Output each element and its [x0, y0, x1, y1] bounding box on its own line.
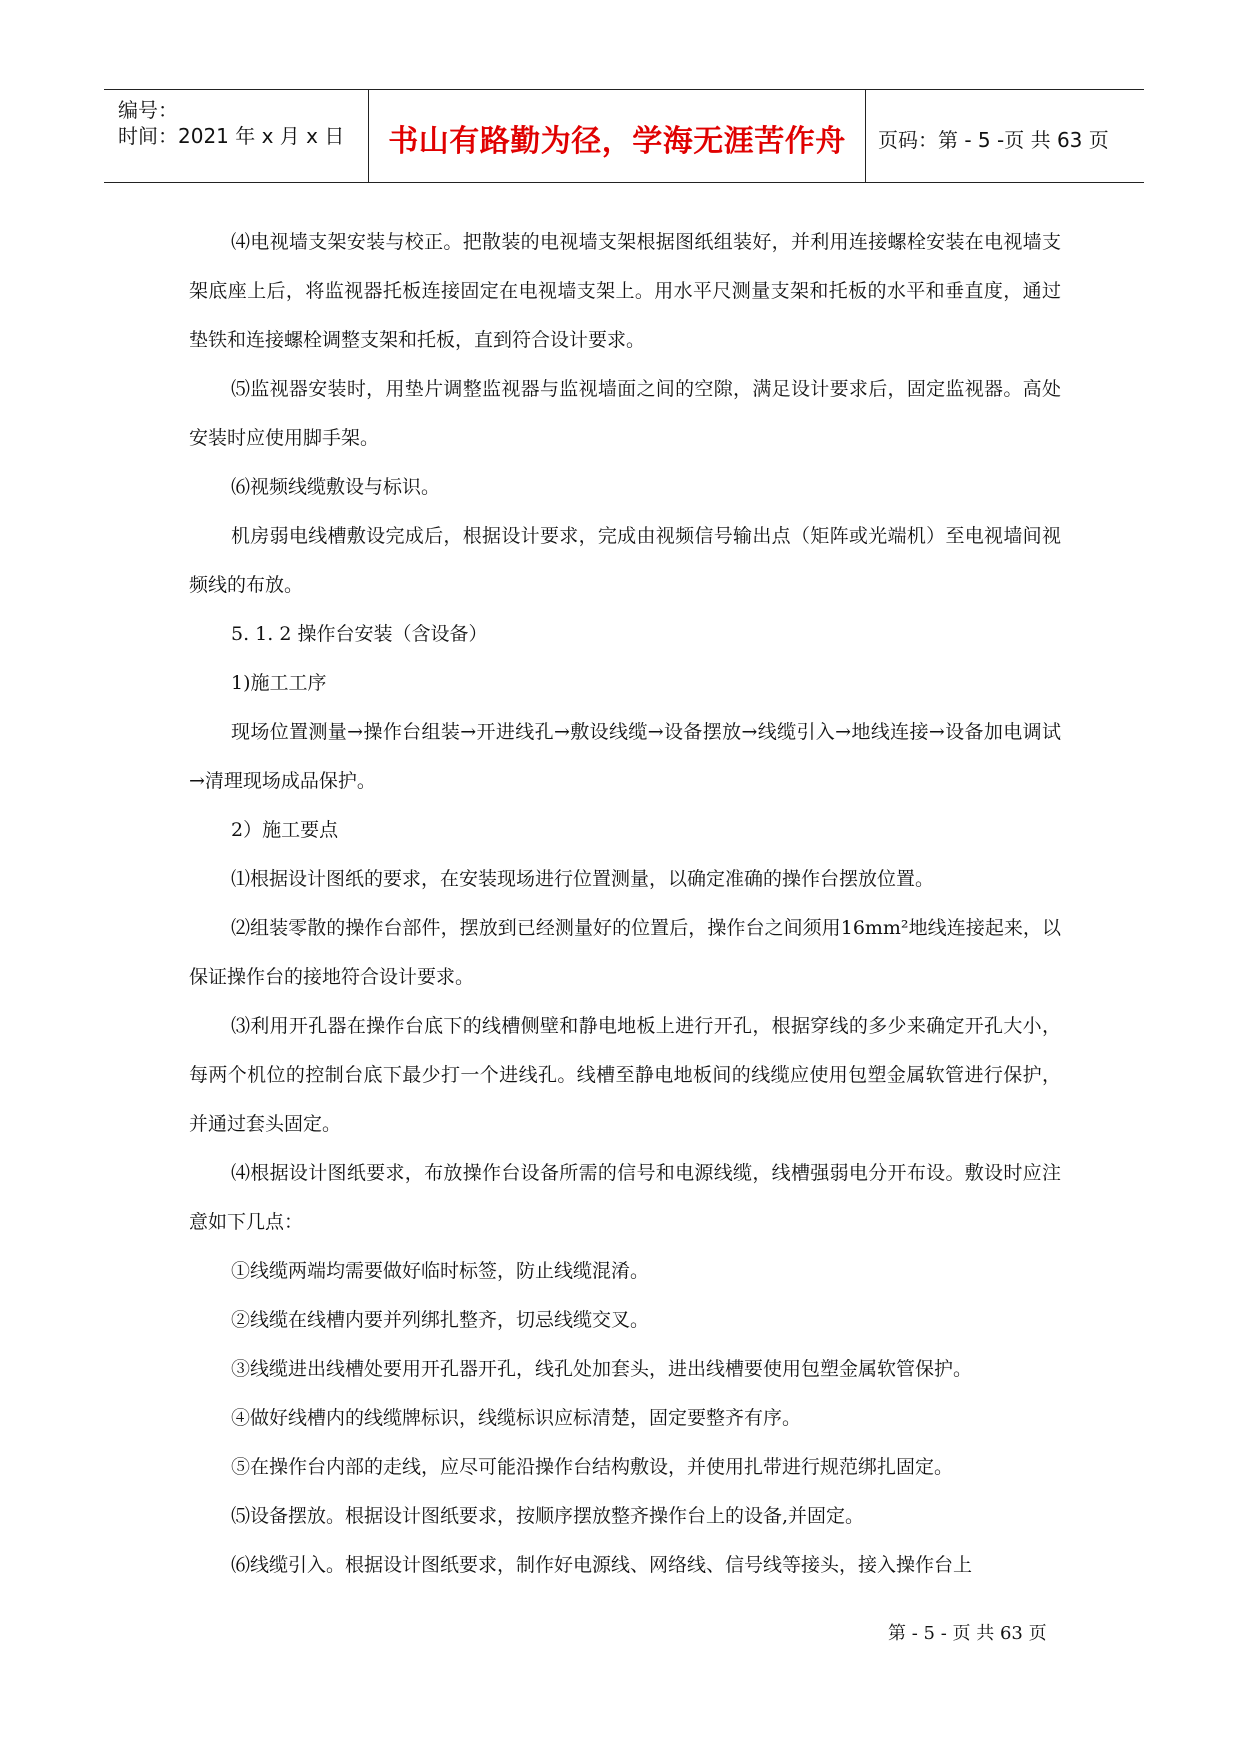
- list-item: ④做好线槽内的线缆牌标识，线缆标识应标清楚，固定要整齐有序。: [231, 1407, 802, 1429]
- list-item: ⑤在操作台内部的走线，应尽可能沿操作台结构敷设，并使用扎带进行规范绑扎固定。: [231, 1456, 954, 1478]
- paragraph: ⑸监视器安装时，用垫片调整监视器与监视墙面之间的空隙，满足设计要求后，固定监视器。高处安装时应使用脚手架。: [189, 378, 1061, 449]
- document-number-label: 编号：: [118, 98, 178, 122]
- document-header: [104, 89, 1144, 183]
- list-item: ③线缆进出线槽处要用开孔器开孔，线孔处加套头，进出线槽要使用包塑金属软管保护。: [231, 1358, 973, 1380]
- paragraph: 机房弱电线槽敷设完成后，根据设计要求，完成由视频信号输出点（矩阵或光端机）至电视墙间视频线的布放。: [189, 525, 1061, 596]
- paragraph: ⑹视频线缆敷设与标识。: [231, 476, 441, 498]
- paragraph: ⑹线缆引入。根据设计图纸要求，制作好电源线、网络线、信号线等接头，接入操作台上: [231, 1554, 973, 1576]
- paragraph: ⑴根据设计图纸的要求，在安装现场进行位置测量，以确定准确的操作台摆放位置。: [231, 868, 935, 890]
- subheading: 1)施工工序: [231, 672, 327, 694]
- header-motto-cell: [369, 90, 866, 182]
- document-time-label: 时间：2021 年 x 月 x 日: [118, 124, 345, 148]
- list-item: ②线缆在线槽内要并列绑扎整齐，切忌线缆交叉。: [231, 1309, 650, 1331]
- subheading: 2）施工要点: [231, 819, 339, 841]
- section-heading: 5. 1. 2 操作台安装（含设备）: [231, 623, 488, 645]
- paragraph: ⑵组装零散的操作台部件，摆放到已经测量好的位置后，操作台之间须用16mm²地线连接起来，以保证操作台的接地符合设计要求。: [189, 917, 1061, 988]
- paragraph: 现场位置测量→操作台组装→开进线孔→敷设线缆→设备摆放→线缆引入→地线连接→设备加电调试→清理现场成品保护。: [189, 721, 1061, 792]
- document-body: [189, 218, 1061, 1590]
- paragraph: ⑷电视墙支架安装与校正。把散装的电视墙支架根据图纸组装好，并利用连接螺栓安装在电视墙支架底座上后，将监视器托板连接固定在电视墙支架上。用水平尺测量支架和托板的水平和垂直度，通过垫铁和连接螺栓调整支架和托板，直到符合设计要求。: [189, 231, 1061, 351]
- header-meta-cell: [104, 90, 369, 182]
- header-page-cell: [866, 90, 1144, 182]
- paragraph: ⑸设备摆放。根据设计图纸要求，按顺序摆放整齐操作台上的设备,并固定。: [231, 1505, 865, 1527]
- paragraph: ⑶利用开孔器在操作台底下的线槽侧壁和静电地板上进行开孔，根据穿线的多少来确定开孔大小，每两个机位的控制台底下最少打一个进线孔。线槽至静电地板间的线缆应使用包塑金属软管进行保护，并通过套头固定。: [189, 1015, 1061, 1135]
- header-page-code: 页码：第 - 5 -页 共 63 页: [878, 128, 1109, 152]
- page-footer: 第 - 5 - 页 共 63 页: [888, 1623, 1047, 1644]
- paragraph: ⑷根据设计图纸要求，布放操作台设备所需的信号和电源线缆，线槽强弱电分开布设。敷设时应注意如下几点：: [189, 1162, 1061, 1233]
- header-motto: 书山有路勤为径，学海无涯苦作舟: [388, 124, 846, 159]
- list-item: ①线缆两端均需要做好临时标签，防止线缆混淆。: [231, 1260, 650, 1282]
